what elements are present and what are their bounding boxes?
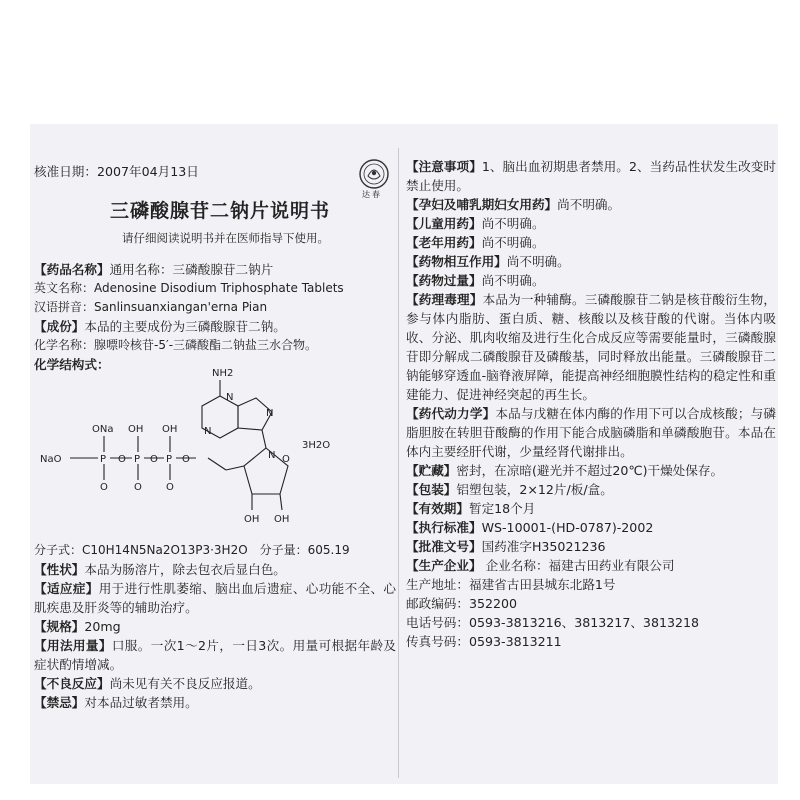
o-bridge-2: O (150, 454, 158, 465)
oh-label-3: OH (274, 514, 290, 525)
ring-o-label: O (282, 454, 290, 465)
water-label: 3H2O (302, 440, 331, 451)
phone-numbers: 电话号码：0593-3813216、3813217、3813218 (406, 615, 700, 630)
validity-text: 暂定18个月 (468, 501, 536, 516)
pk-text: 本品与戊糖在体内酶的作用下可以合成核酸；与磷脂胆胺在转胆苷酸酶的作用下能合成脑磷脂和单磷酸胞苷。本品在体内主要经肝代谢，少量经肾代谢排出。 (406, 406, 777, 459)
molecular-formula: 分子式：C10H14N5Na2O13P3·3H2O 分子量：605.19 (34, 543, 350, 557)
o-label-3: O (166, 482, 174, 493)
composition-text: 本品的主要成份为三磷酸腺苷二钠。 (84, 319, 286, 334)
nao-label: NaO (40, 454, 62, 465)
drug-name-section (34, 260, 396, 374)
standard-label: 【执行标准】 (406, 520, 482, 535)
elderly-label: 【老年用药】 (406, 235, 482, 250)
pinyin-name: 汉语拼音：Sanlinsuanxiangan'erna Pian (34, 300, 268, 314)
postcode: 邮政编码：352200 (406, 596, 518, 611)
structure-label: 化学结构式： (34, 357, 110, 372)
n-label-3: N (266, 408, 274, 419)
oh-label-2: OH (162, 424, 178, 435)
english-name: 英文名称：Adenosine Disodium Triphosphate Tablets (34, 281, 344, 295)
package-text: 铝塑包装，2×12片/板/盒。 (456, 482, 613, 497)
pk-label: 【药代动力学】 (406, 406, 496, 421)
precautions-text: 1、脑出血初期患者禁用。2、当药品性状发生改变时禁止使用。 (406, 159, 776, 193)
manufacturer-address: 生产地址：福建省古田县城东北路1号 (406, 577, 616, 592)
children-label: 【儿童用药】 (406, 216, 482, 231)
ona-label: ONa (92, 424, 114, 435)
manufacturer-label: 【生产企业】 (406, 558, 482, 573)
adverse-text: 尚未见有关不良反应报道。 (109, 676, 261, 691)
n-label-1: N (226, 392, 234, 403)
company-logo (356, 158, 392, 200)
pharmacology-label: 【药理毒理】 (406, 292, 483, 307)
approval-date-value: 2007年04月13日 (96, 164, 199, 179)
p-label-3: P (166, 454, 173, 465)
approval-date-label: 核准日期： (34, 164, 97, 179)
column-divider (398, 148, 399, 778)
page-subtitle: 请仔细阅读说明书并在医师指导下使用。 (122, 231, 329, 245)
spec-label: 【规格】 (34, 619, 85, 634)
n-label-2: N (204, 426, 212, 437)
appearance-text: 本品为肠溶片，除去包衣后显白色。 (84, 562, 286, 577)
o-label-2: O (134, 482, 142, 493)
logo-text: 达春 (362, 190, 382, 199)
o-bridge-1: O (118, 454, 126, 465)
storage-text: 密封，在凉暗(避光并不超过20℃)干燥处保存。 (456, 463, 724, 478)
oh-label-1: OH (128, 424, 144, 435)
indication-text: 用于进行性肌萎缩、脑出血后遗症、心功能不全、心肌疾患及肝炎等的辅助治疗。 (34, 581, 397, 615)
overdose-text: 尚不明确。 (481, 273, 545, 288)
children-text: 尚不明确。 (481, 216, 545, 231)
chemical-structure (40, 366, 385, 536)
interaction-text: 尚不明确。 (506, 254, 570, 269)
drug-name-generic: 通用名称：三磷酸腺苷二钠片 (109, 262, 274, 277)
approval-number-text: 国药准字H35021236 (481, 539, 606, 554)
precautions-label: 【注意事项】 (406, 159, 482, 174)
left-lower-sections (34, 541, 396, 712)
p-label-2: P (134, 454, 141, 465)
o-label-1: O (100, 482, 108, 493)
pregnancy-label: 【孕妇及哺乳期妇女用药】 (406, 197, 558, 212)
approval-date (34, 161, 199, 180)
appearance-label: 【性状】 (34, 562, 85, 577)
page-title: 三磷酸腺苷二钠片说明书 (110, 200, 331, 222)
oh-label-4: OH (244, 514, 260, 525)
usage-label: 【用法用量】 (34, 638, 112, 653)
indication-label: 【适应症】 (34, 581, 99, 596)
nh2-label: NH2 (212, 368, 234, 379)
approval-number-label: 【批准文号】 (406, 539, 482, 554)
manufacturer-name: 企业名称：福建古田药业有限公司 (485, 558, 675, 573)
overdose-label: 【药物过量】 (406, 273, 482, 288)
interaction-label: 【药物相互作用】 (406, 254, 507, 269)
adverse-label: 【不良反应】 (34, 676, 110, 691)
elderly-text: 尚不明确。 (481, 235, 545, 250)
pharmacology-text: 本品为一种辅酶。三磷酸腺苷二钠是核苷酸衍生物，参与体内脂肪、蛋白质、糖、核酸以及核苷酸的代谢。当体内吸收、分泌、肌肉收缩及进行生化合成反应等需要能量时，三磷酸腺苷即分解成二磷酸腺苷及磷酸基，同时释放出能量。三磷酸腺苷二钠能够穿透血-脑脊液屏障，能提高神经细胞膜性结构的稳定性和重建能力、促进神经突起的再生长。 (406, 292, 777, 402)
fax-number: 传真号码：0593-3813211 (406, 634, 562, 649)
right-column (406, 157, 776, 651)
pregnancy-text: 尚不明确。 (557, 197, 621, 212)
contra-label: 【禁忌】 (34, 695, 85, 710)
usage-text: 口服。一次1～2片，一日3次。用量可根据年龄及症状酌情增减。 (34, 638, 397, 672)
spec-text: 20mg (84, 619, 121, 634)
drug-name-label: 【药品名称】 (34, 262, 110, 277)
n-label-4: N (268, 450, 276, 461)
storage-label: 【贮藏】 (406, 463, 457, 478)
validity-label: 【有效期】 (406, 501, 469, 516)
package-label: 【包装】 (406, 482, 457, 497)
composition-label: 【成份】 (34, 319, 85, 334)
p-label-1: P (100, 454, 107, 465)
o-bridge-3: O (182, 454, 190, 465)
chemical-name: 化学名称：腺嘌呤核苷-5′-三磷酸酯二钠盐三水合物。 (34, 338, 318, 352)
contra-text: 对本品过敏者禁用。 (84, 695, 198, 710)
standard-text: WS-10001-(HD-0787)-2002 (481, 520, 654, 535)
